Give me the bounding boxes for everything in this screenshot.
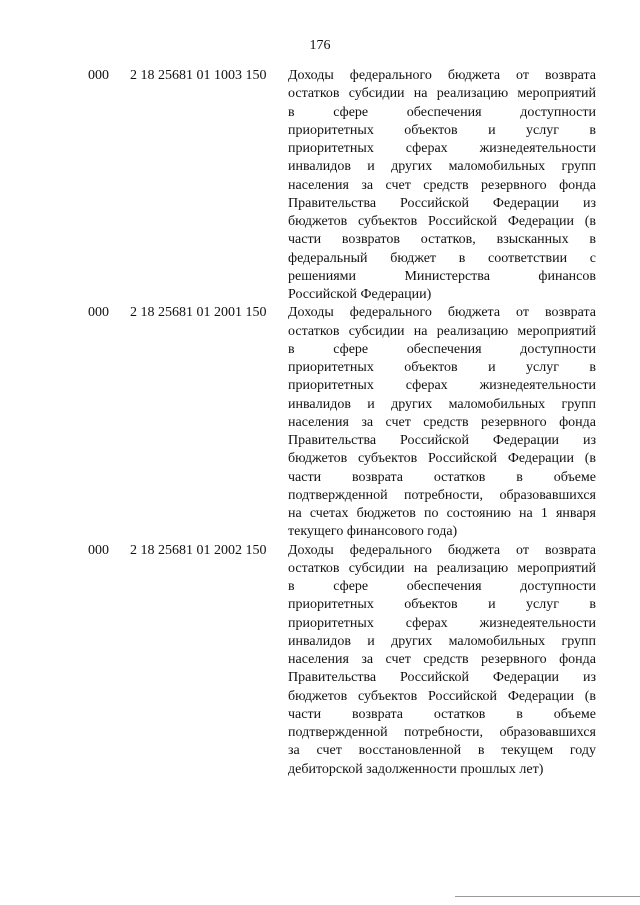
entries-list — [0, 67, 640, 779]
page-number: 176 — [309, 38, 331, 53]
description-line: части возвратов остатков, взысканных в — [288, 232, 596, 248]
description-line: федеральный бюджет в соответствии с — [288, 250, 596, 266]
classification-code: 2 18 25681 01 2001 150 — [130, 305, 267, 321]
description-line: приоритетных сферах жизнедеятельности — [288, 615, 596, 631]
entry-description — [288, 67, 596, 304]
description-line: остатков субсидии на реализацию мероприятий — [288, 323, 596, 339]
description-line: решениями Министерства финансов — [288, 268, 596, 284]
description-line: приоритетных сферах жизнедеятельности — [288, 378, 596, 394]
scan-edge-line — [455, 896, 640, 897]
admin-code: 000 — [88, 305, 109, 321]
description-line: за счет восстановленной в текущем году — [288, 743, 596, 759]
entry-description — [288, 304, 596, 541]
description-line: Доходы федерального бюджета от возврата — [288, 68, 596, 83]
description-line: приоритетных объектов и услуг в — [288, 597, 596, 613]
description-line: приоритетных объектов и услуг в — [288, 360, 596, 375]
description-line: текущего финансового года) — [288, 524, 458, 540]
description-line: населения за счет средств резервного фонда — [288, 652, 596, 667]
description-line: Правительства Российской Федерации из — [288, 670, 596, 686]
description-line: бюджетов субъектов Российской Федерации (в — [288, 688, 596, 704]
description-line: Правительства Российской Федерации из — [288, 433, 596, 448]
entry-row — [0, 542, 640, 779]
entry-row — [0, 304, 640, 541]
entry-description — [288, 542, 596, 779]
description-line: подтвержденной потребности, образовавшихся — [288, 725, 596, 740]
description-line: бюджетов субъектов Российской Федерации (в — [288, 214, 596, 229]
description-line: в сфере обеспечения доступности — [288, 104, 596, 120]
description-line: в сфере обеспечения доступности — [288, 579, 596, 594]
description-line: Правительства Российской Федерации из — [288, 195, 596, 211]
description-line: бюджетов субъектов Российской Федерации (в — [288, 451, 596, 467]
description-line: инвалидов и других маломобильных групп — [288, 159, 596, 175]
description-line: Доходы федерального бюджета от возврата — [288, 542, 596, 558]
description-line: части возврата остатков в объеме — [288, 706, 596, 722]
admin-code: 000 — [88, 542, 109, 558]
description-line: в сфере обеспечения доступности — [288, 341, 596, 357]
description-line: остатков субсидии на реализацию мероприятий — [288, 560, 596, 576]
entry-row — [0, 67, 640, 304]
description-line: Российской Федерации) — [288, 287, 432, 302]
description-line: инвалидов и других маломобильных групп — [288, 396, 596, 412]
description-line: подтвержденной потребности, образовавшихся — [288, 487, 596, 503]
description-line: населения за счет средств резервного фонда — [288, 414, 596, 430]
description-line: остатков субсидии на реализацию мероприятий — [288, 86, 596, 102]
admin-code: 000 — [88, 68, 109, 83]
description-line: на счетах бюджетов по состоянию на 1 января — [288, 506, 596, 521]
classification-code: 2 18 25681 01 2002 150 — [130, 542, 267, 558]
description-line: приоритетных объектов и услуг в — [288, 122, 596, 138]
description-line: части возврата остатков в объеме — [288, 469, 596, 485]
description-line: дебиторской задолженности прошлых лет) — [288, 761, 544, 777]
classification-code: 2 18 25681 01 1003 150 — [130, 68, 267, 83]
description-line: приоритетных сферах жизнедеятельности — [288, 141, 596, 156]
description-line: инвалидов и других маломобильных групп — [288, 633, 596, 649]
description-line: населения за счет средств резервного фонда — [288, 177, 596, 193]
description-line: Доходы федерального бюджета от возврата — [288, 305, 596, 321]
